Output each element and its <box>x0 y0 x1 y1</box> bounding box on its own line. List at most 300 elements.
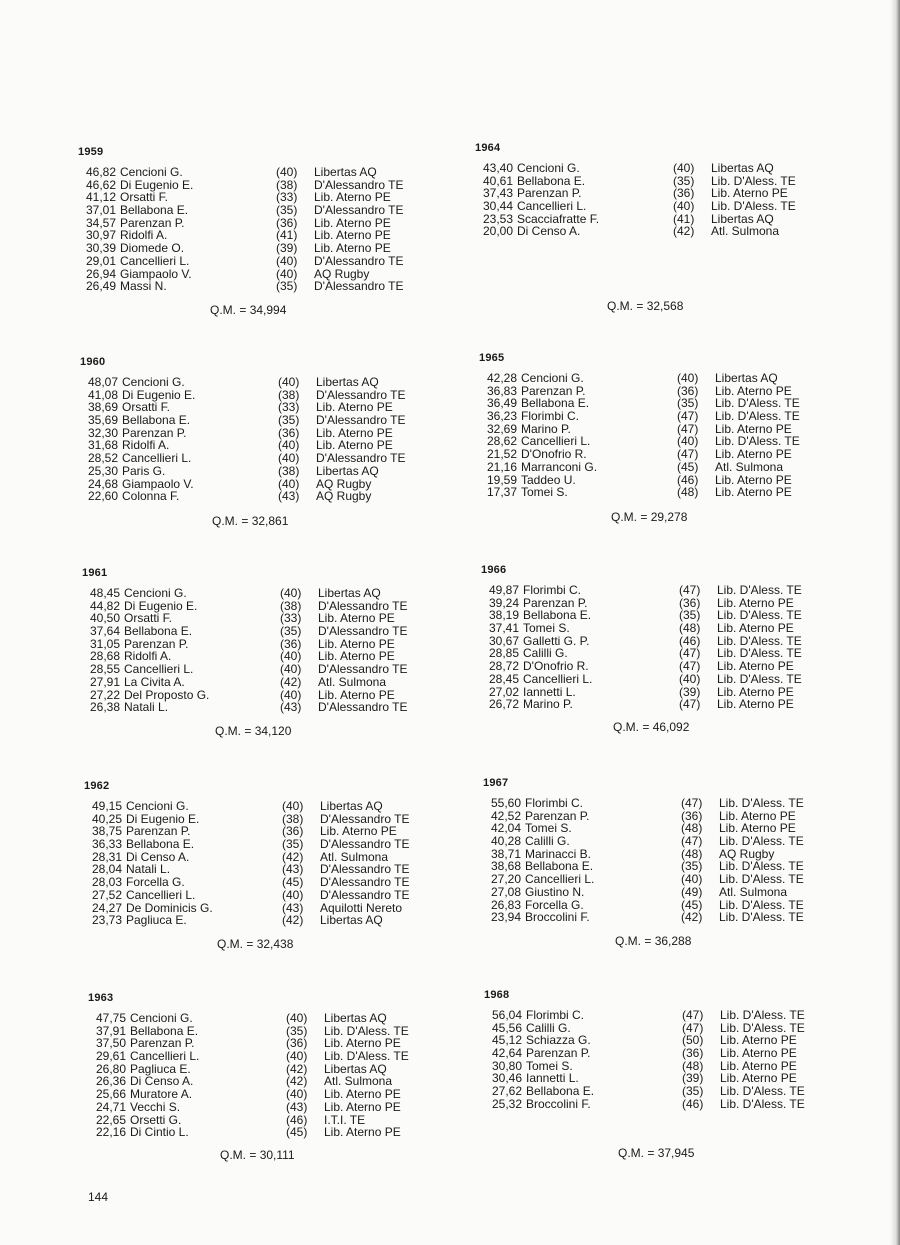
ranking-code: (46) <box>286 1112 308 1127</box>
ranking-list <box>484 1009 900 1111</box>
ranking-code: (40) <box>677 434 699 449</box>
ranking-name: Florimbi C. <box>526 1008 585 1022</box>
ranking-score: 17,37 <box>486 485 517 500</box>
ranking-code: (48) <box>682 1058 704 1073</box>
ranking-row <box>80 465 500 478</box>
ranking-club: D'Alessandro TE <box>314 177 404 192</box>
qm-value: 30,111 <box>259 1148 295 1162</box>
ranking-row <box>80 452 500 465</box>
ranking-code: (33) <box>280 611 302 626</box>
ranking-row <box>484 1047 900 1060</box>
ranking-score: 24,27 <box>91 900 122 915</box>
qm-value: 34,994 <box>249 303 287 317</box>
ranking-name: Bellabona E. <box>523 608 592 623</box>
ranking-name: Orsatti F. <box>120 190 169 205</box>
ranking-club: Lib. Aterno PE <box>316 400 393 415</box>
ranking-code: (35) <box>280 624 302 639</box>
ranking-code: (35) <box>679 608 701 623</box>
ranking-row <box>484 1098 900 1111</box>
ranking-row <box>483 835 900 848</box>
ranking-club: D'Alessandro TE <box>314 279 404 294</box>
ranking-name: Parenzan P. <box>130 1036 195 1051</box>
ranking-code: (45) <box>282 875 304 890</box>
ranking-code: (40) <box>280 662 302 677</box>
ranking-row <box>479 461 899 474</box>
ranking-club: Lib. Aterno PE <box>314 241 391 256</box>
ranking-row <box>80 376 500 389</box>
ranking-club: Lib. D'Aless. TE <box>717 633 802 648</box>
ranking-name: Cencioni G. <box>126 799 189 813</box>
ranking-club: Lib. Aterno PE <box>717 697 794 712</box>
ranking-club: Lib. D'Aless. TE <box>711 199 796 214</box>
ranking-club: Lib. D'Aless. TE <box>717 608 802 623</box>
ranking-name: Calilli G. <box>526 1020 571 1035</box>
ranking-score: 32,69 <box>486 421 517 436</box>
ranking-name: Colonna F. <box>122 489 180 504</box>
year-heading: 1959 <box>78 146 104 158</box>
ranking-score: 46,62 <box>85 177 116 192</box>
ranking-code: (42) <box>282 849 304 864</box>
ranking-score: 26,38 <box>89 700 120 715</box>
ranking-score: 48,07 <box>87 375 118 389</box>
ranking-row <box>483 797 900 810</box>
ranking-code: (48) <box>681 846 703 861</box>
ranking-score: 30,67 <box>488 633 519 648</box>
ranking-row <box>475 225 895 238</box>
ranking-score: 28,45 <box>488 671 519 686</box>
ranking-code: (43) <box>278 489 300 504</box>
ranking-code: (40) <box>278 476 300 491</box>
ranking-club: Atl. Sulmona <box>318 674 387 689</box>
ranking-code: (35) <box>276 203 298 218</box>
ranking-score: 21,16 <box>486 459 517 474</box>
qm-label: Q.M. = <box>615 934 652 948</box>
ranking-score: 29,01 <box>85 253 116 268</box>
page-number: 144 <box>88 1190 109 1204</box>
ranking-name: Cencioni G. <box>124 586 187 600</box>
ranking-club: Lib. Aterno PE <box>320 824 397 839</box>
ranking-code: (45) <box>286 1125 308 1140</box>
ranking-name: Forcella G. <box>126 875 185 890</box>
ranking-name: Ridolfi A. <box>124 649 172 664</box>
year-heading: 1964 <box>475 142 501 154</box>
ranking-club: Lib. D'Aless. TE <box>324 1049 409 1064</box>
ranking-name: Di Censo A. <box>130 1074 194 1089</box>
ranking-name: Giampaolo V. <box>120 266 192 281</box>
ranking-club: Lib. D'Aless. TE <box>720 1008 805 1022</box>
ranking-score: 25,32 <box>491 1096 522 1111</box>
ranking-score: 56,04 <box>491 1008 522 1022</box>
qm-value: 29,278 <box>650 510 688 524</box>
ranking-score: 20,00 <box>482 224 513 239</box>
ranking-score: 42,28 <box>486 371 517 385</box>
ranking-list <box>479 372 899 499</box>
ranking-club: D'Alessandro TE <box>316 413 406 428</box>
ranking-score: 31,05 <box>89 636 120 651</box>
ranking-row <box>479 410 899 423</box>
year-heading: 1967 <box>483 777 509 789</box>
ranking-row <box>475 162 895 175</box>
ranking-score: 42,52 <box>490 808 521 823</box>
year-heading: 1962 <box>84 780 110 792</box>
year-heading: 1965 <box>479 352 505 364</box>
ranking-score: 26,83 <box>490 897 521 912</box>
ranking-code: (38) <box>278 463 300 478</box>
ranking-code: (46) <box>679 633 701 648</box>
ranking-club: Lib. Aterno PE <box>324 1125 401 1140</box>
ranking-club: D'Alessandro TE <box>320 811 410 826</box>
ranking-score: 22,65 <box>95 1112 126 1127</box>
ranking-club: Libertas AQ <box>320 913 383 928</box>
ranking-name: Pagliuca E. <box>130 1061 191 1076</box>
ranking-club: Lib. Aterno PE <box>715 421 792 436</box>
qm-average <box>215 724 291 738</box>
ranking-row <box>479 486 899 499</box>
ranking-code: (47) <box>679 659 701 674</box>
ranking-list <box>78 166 498 293</box>
ranking-code: (40) <box>681 872 703 887</box>
ranking-code: (43) <box>286 1099 308 1114</box>
ranking-score: 28,03 <box>91 875 122 890</box>
ranking-club: D'Alessandro TE <box>320 887 410 902</box>
ranking-club: Lib. D'Aless. TE <box>719 897 804 912</box>
ranking-club: Aquilotti Nereto <box>320 900 403 915</box>
ranking-name: Di Censo A. <box>517 224 581 239</box>
ranking-row <box>483 873 900 886</box>
ranking-score: 37,01 <box>85 203 116 218</box>
ranking-name: Orsatti F. <box>122 400 171 415</box>
ranking-row <box>484 1085 900 1098</box>
ranking-score: 22,60 <box>87 489 118 504</box>
ranking-club: Lib. Aterno PE <box>316 438 393 453</box>
ranking-club: AQ Rugby <box>316 476 372 491</box>
ranking-code: (47) <box>677 409 699 424</box>
ranking-name: Calilli G. <box>525 834 570 849</box>
ranking-club: D'Alessandro TE <box>316 387 406 402</box>
ranking-name: Ridolfi A. <box>122 438 170 453</box>
ranking-code: (40) <box>276 165 298 179</box>
ranking-club: Lib. Aterno PE <box>720 1033 797 1048</box>
ranking-club: Lib. Aterno PE <box>314 190 391 205</box>
ranking-score: 28,55 <box>89 662 120 677</box>
ranking-name: Cencioni G. <box>517 161 580 175</box>
year-heading: 1963 <box>88 992 114 1004</box>
ranking-name: D'Onofrio R. <box>521 447 587 462</box>
ranking-name: Del Proposto G. <box>124 687 210 702</box>
ranking-club: Lib. Aterno PE <box>715 472 792 487</box>
qm-value: 32,438 <box>256 937 294 951</box>
qm-label: Q.M. = <box>220 1148 257 1162</box>
ranking-score: 28,72 <box>488 659 519 674</box>
ranking-name: Tomei S. <box>526 1058 573 1073</box>
ranking-code: (40) <box>280 586 302 600</box>
ranking-code: (45) <box>681 897 703 912</box>
ranking-code: (47) <box>682 1008 704 1022</box>
year-heading: 1966 <box>481 564 507 576</box>
ranking-score: 28,62 <box>486 434 517 449</box>
ranking-name: Bellabona E. <box>130 1023 199 1038</box>
ranking-code: (40) <box>679 671 701 686</box>
ranking-name: Cancellieri L. <box>130 1049 200 1064</box>
ranking-code: (47) <box>681 834 703 849</box>
ranking-name: Cencioni G. <box>521 371 584 385</box>
ranking-code: (40) <box>286 1049 308 1064</box>
ranking-club: Lib. Aterno PE <box>719 821 796 836</box>
ranking-club: Lib. Aterno PE <box>715 383 792 398</box>
ranking-row <box>475 200 895 213</box>
ranking-code: (36) <box>282 824 304 839</box>
ranking-club: Lib. D'Aless. TE <box>324 1023 409 1038</box>
ranking-score: 41,12 <box>85 190 116 205</box>
ranking-row <box>82 663 502 676</box>
ranking-club: Lib. Aterno PE <box>324 1099 401 1114</box>
qm-average <box>212 514 288 528</box>
ranking-name: D'Onofrio R. <box>523 659 589 674</box>
ranking-score: 24,71 <box>95 1099 126 1114</box>
ranking-row <box>88 1126 508 1139</box>
ranking-club: D'Alessandro TE <box>316 451 406 466</box>
ranking-row <box>82 701 502 714</box>
ranking-code: (46) <box>677 472 699 487</box>
ranking-club: Lib. Aterno PE <box>318 687 395 702</box>
ranking-club: Libertas AQ <box>316 375 379 389</box>
ranking-club: D'Alessandro TE <box>318 662 408 677</box>
ranking-score: 27,52 <box>91 887 122 902</box>
ranking-score: 24,68 <box>87 476 118 491</box>
ranking-code: (36) <box>681 808 703 823</box>
ranking-club: Lib. Aterno PE <box>717 659 794 674</box>
ranking-row <box>78 242 498 255</box>
ranking-club: Atl. Sulmona <box>320 849 389 864</box>
ranking-name: Florimbi C. <box>521 409 580 424</box>
ranking-row <box>479 372 899 385</box>
ranking-score: 45,12 <box>491 1033 522 1048</box>
ranking-club: D'Alessandro TE <box>320 875 410 890</box>
ranking-code: (47) <box>677 421 699 436</box>
ranking-club: Lib. Aterno PE <box>717 595 794 610</box>
ranking-score: 25,66 <box>95 1087 126 1102</box>
ranking-row <box>84 914 504 927</box>
ranking-code: (49) <box>681 884 703 899</box>
ranking-club: AQ Rugby <box>314 266 370 281</box>
ranking-row <box>88 1101 508 1114</box>
ranking-club: Lib. Aterno PE <box>316 425 393 440</box>
ranking-code: (36) <box>679 595 701 610</box>
ranking-club: Lib. D'Aless. TE <box>719 834 804 849</box>
ranking-score: 26,49 <box>85 279 116 294</box>
ranking-code: (35) <box>682 1084 704 1099</box>
ranking-club: Libertas AQ <box>320 799 383 813</box>
ranking-name: La Civita A. <box>124 674 185 689</box>
ranking-score: 36,83 <box>486 383 517 398</box>
qm-label: Q.M. = <box>613 720 650 734</box>
ranking-club: Libertas AQ <box>715 371 778 385</box>
ranking-club: Libertas AQ <box>324 1061 387 1076</box>
ranking-code: (47) <box>679 697 701 712</box>
ranking-name: Parenzan P. <box>517 186 582 201</box>
qm-label: Q.M. = <box>607 299 644 313</box>
ranking-score: 28,04 <box>91 862 122 877</box>
ranking-name: Cencioni G. <box>130 1011 193 1025</box>
ranking-row <box>84 800 504 813</box>
ranking-score: 41,08 <box>87 387 118 402</box>
ranking-code: (45) <box>677 459 699 474</box>
ranking-code: (40) <box>280 649 302 664</box>
ranking-name: Ridolfi A. <box>120 228 168 243</box>
qm-label: Q.M. = <box>611 510 648 524</box>
ranking-code: (36) <box>682 1046 704 1061</box>
ranking-code: (35) <box>286 1023 308 1038</box>
ranking-name: Scacciafratte F. <box>517 211 600 226</box>
ranking-name: Bellabona E. <box>126 837 195 852</box>
ranking-club: Atl. Sulmona <box>715 459 784 474</box>
ranking-code: (40) <box>276 266 298 281</box>
ranking-row <box>84 876 504 889</box>
ranking-name: Iannetti L. <box>523 684 576 699</box>
ranking-score: 28,68 <box>89 649 120 664</box>
ranking-name: Marino P. <box>521 421 571 436</box>
ranking-code: (33) <box>278 400 300 415</box>
ranking-code: (43) <box>282 862 304 877</box>
ranking-name: Cancellieri L. <box>523 671 593 686</box>
ranking-code: (33) <box>276 190 298 205</box>
ranking-code: (35) <box>673 173 695 188</box>
ranking-score: 36,49 <box>486 396 517 411</box>
ranking-name: Cancellieri L. <box>122 451 192 466</box>
ranking-name: Broccolini F. <box>526 1096 591 1111</box>
ranking-score: 37,91 <box>95 1023 126 1038</box>
ranking-score: 40,50 <box>89 611 120 626</box>
ranking-code: (43) <box>282 900 304 915</box>
ranking-score: 48,45 <box>89 586 120 600</box>
qm-average <box>613 720 689 734</box>
ranking-row <box>78 166 498 179</box>
qm-label: Q.M. = <box>215 724 252 738</box>
qm-label: Q.M. = <box>212 514 249 528</box>
ranking-score: 37,64 <box>89 624 120 639</box>
ranking-club: Lib. Aterno PE <box>324 1087 401 1102</box>
ranking-code: (41) <box>276 228 298 243</box>
ranking-name: Bellabona E. <box>122 413 191 428</box>
ranking-code: (47) <box>681 796 703 810</box>
qm-average <box>217 937 293 951</box>
ranking-club: Lib. D'Aless. TE <box>715 409 800 424</box>
ranking-name: Vecchi S. <box>130 1099 181 1114</box>
ranking-name: Cencioni G. <box>120 165 183 179</box>
ranking-row <box>483 911 900 924</box>
ranking-club: Libertas AQ <box>314 165 377 179</box>
ranking-code: (35) <box>278 413 300 428</box>
qm-value: 32,568 <box>646 299 684 313</box>
ranking-club: Lib. Aterno PE <box>719 808 796 823</box>
ranking-name: Di Eugenio E. <box>124 598 198 613</box>
ranking-code: (48) <box>679 621 701 636</box>
ranking-club: Lib. Aterno PE <box>318 649 395 664</box>
ranking-name: Giampaolo V. <box>122 476 194 491</box>
ranking-club: Lib. D'Aless. TE <box>711 173 796 188</box>
ranking-row <box>481 698 900 711</box>
ranking-code: (36) <box>280 636 302 651</box>
ranking-name: Bellabona E. <box>521 396 590 411</box>
ranking-club: Libertas AQ <box>318 586 381 600</box>
ranking-club: AQ Rugby <box>316 489 372 504</box>
ranking-row <box>84 889 504 902</box>
year-heading: 1960 <box>80 356 106 368</box>
ranking-club: Lib. D'Aless. TE <box>720 1020 805 1035</box>
ranking-name: Natali L. <box>124 700 169 715</box>
qm-value: 34,120 <box>254 724 292 738</box>
qm-average <box>615 934 691 948</box>
qm-average <box>220 1148 295 1162</box>
ranking-code: (42) <box>673 224 695 239</box>
ranking-row <box>78 280 498 293</box>
qm-label: Q.M. = <box>210 303 247 317</box>
ranking-name: Parenzan P. <box>124 636 189 651</box>
ranking-code: (40) <box>276 253 298 268</box>
ranking-club: Lib. D'Aless. TE <box>719 872 804 887</box>
ranking-club: Atl. Sulmona <box>719 884 788 899</box>
ranking-code: (40) <box>282 887 304 902</box>
ranking-code: (39) <box>682 1071 704 1086</box>
ranking-score: 27,91 <box>89 674 120 689</box>
ranking-score: 27,08 <box>490 884 521 899</box>
ranking-code: (40) <box>278 438 300 453</box>
ranking-score: 44,82 <box>89 598 120 613</box>
ranking-row <box>483 886 900 899</box>
ranking-code: (46) <box>682 1096 704 1111</box>
ranking-score: 40,61 <box>482 173 513 188</box>
ranking-score: 19,59 <box>486 472 517 487</box>
ranking-club: Libertas AQ <box>711 211 774 226</box>
ranking-score: 27,02 <box>488 684 519 699</box>
ranking-row <box>82 676 502 689</box>
ranking-row <box>78 255 498 268</box>
ranking-club: Lib. Aterno PE <box>314 215 391 230</box>
ranking-code: (48) <box>681 821 703 836</box>
ranking-name: Cancellieri L. <box>517 199 587 214</box>
ranking-club: Lib. D'Aless. TE <box>719 859 804 874</box>
ranking-row <box>88 1088 508 1101</box>
ranking-code: (38) <box>276 177 298 192</box>
ranking-name: Cancellieri L. <box>525 872 595 887</box>
ranking-score: 25,30 <box>87 463 118 478</box>
ranking-code: (42) <box>286 1061 308 1076</box>
ranking-club: Lib. D'Aless. TE <box>720 1096 805 1111</box>
qm-average <box>607 299 683 313</box>
ranking-code: (40) <box>286 1011 308 1025</box>
ranking-score: 38,75 <box>91 824 122 839</box>
ranking-name: Parenzan P. <box>525 808 590 823</box>
ranking-name: Marinacci B. <box>525 846 592 861</box>
ranking-club: Libertas AQ <box>316 463 379 478</box>
ranking-score: 30,44 <box>482 199 513 214</box>
ranking-name: Massi N. <box>120 279 167 294</box>
ranking-score: 23,73 <box>91 913 122 928</box>
ranking-score: 27,62 <box>491 1084 522 1099</box>
ranking-score: 30,46 <box>491 1071 522 1086</box>
ranking-score: 37,50 <box>95 1036 126 1051</box>
ranking-row <box>481 584 900 597</box>
ranking-code: (39) <box>679 684 701 699</box>
ranking-code: (47) <box>679 583 701 597</box>
ranking-score: 38,71 <box>490 846 521 861</box>
ranking-score: 36,33 <box>91 837 122 852</box>
ranking-name: Cancellieri L. <box>126 887 196 902</box>
ranking-name: Parenzan P. <box>521 383 586 398</box>
year-heading: 1961 <box>82 567 108 579</box>
ranking-score: 30,80 <box>491 1058 522 1073</box>
ranking-name: Paris G. <box>122 463 166 478</box>
